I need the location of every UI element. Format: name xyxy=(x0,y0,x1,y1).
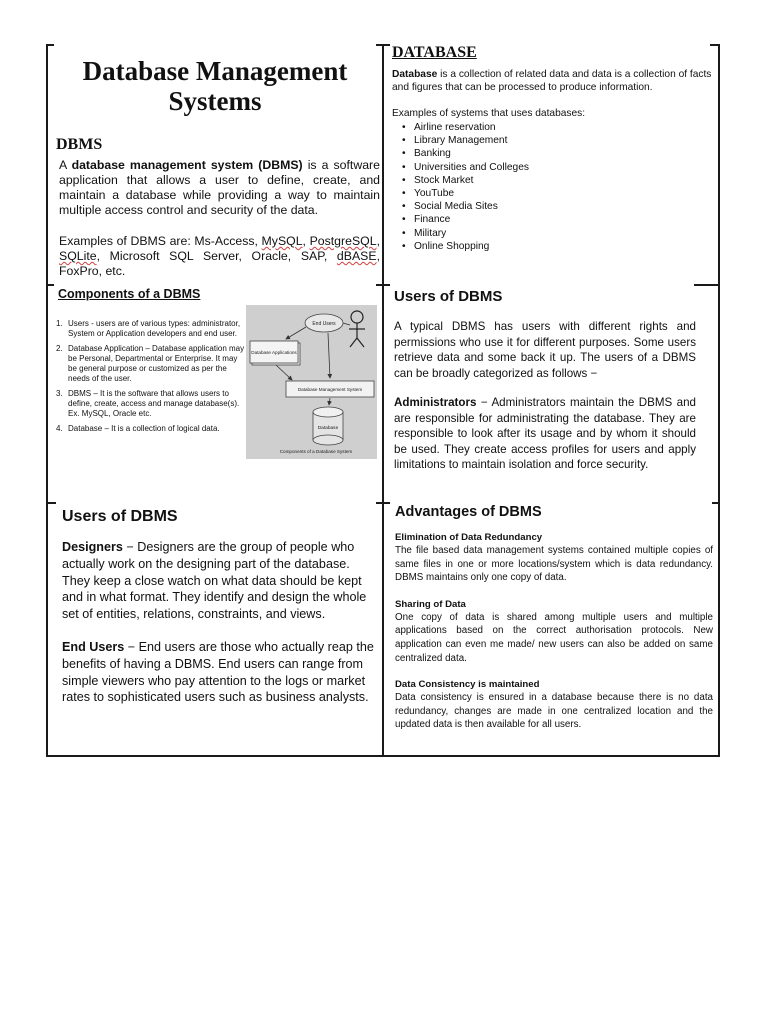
end-users-label: End Users xyxy=(312,321,336,327)
arrow-apps-to-dbms xyxy=(276,365,292,380)
frame-mid-tick-center xyxy=(376,284,390,286)
list-item xyxy=(402,187,714,200)
dbms-definition xyxy=(59,158,380,218)
list-item-number: 3. xyxy=(56,389,63,398)
components-diagram xyxy=(246,305,377,459)
list-item-number: 4. xyxy=(56,424,63,433)
list-item-text: Banking xyxy=(414,148,451,160)
frame-mid-tick-right xyxy=(694,284,719,286)
list-item-number: 2. xyxy=(56,344,63,353)
end-users-text: − End users are those who actually reap the benefits of having a DBMS. End users can range from simple viewers who pay attention to the logs or market rates to sophisticated users such as business analysts. xyxy=(62,639,374,705)
bullet-icon: • xyxy=(402,122,406,133)
database-definition xyxy=(392,68,714,94)
designers-paragraph xyxy=(62,539,374,623)
frame-left-border xyxy=(46,44,48,756)
frame-left-tick-top xyxy=(46,44,54,46)
list-item xyxy=(402,227,714,240)
bullet-icon: • xyxy=(402,174,406,186)
dbms-examples-end: , FoxPro, etc. xyxy=(59,249,380,278)
list-item-text: Social Media Sites xyxy=(414,201,498,213)
list-item xyxy=(402,134,714,147)
list-item xyxy=(402,147,714,160)
db-applications-label: Database Applications xyxy=(251,350,297,355)
bullet-icon: • xyxy=(402,201,406,213)
administrators-paragraph xyxy=(394,395,696,473)
users-of-dbms-panel-2 xyxy=(62,508,374,744)
administrators-term: Administrators xyxy=(394,396,477,409)
arrow-dbms-to-db xyxy=(329,398,330,405)
frame-center-tick-top xyxy=(376,44,390,46)
list-item-text: Finance xyxy=(414,214,451,226)
bullet-icon: • xyxy=(402,227,406,239)
list-item-text: DBMS – It is the software that allows users to define, create, access and manage database(s). Ex. MySQL, Oracle etc. xyxy=(68,389,240,418)
dbms-definition-prefix: A xyxy=(59,158,72,172)
dbms-examples xyxy=(59,234,380,279)
designers-text: − Designers are the group of people who actually work on the designing part of the database. They keep a close watch on what data should be kept and in what format. They identify and design the whole set of entities, relations, constraints, and views. xyxy=(62,540,367,622)
dbms-definition-text: is a software application that allows a user to define, create, and maintain a database while providing a way to maintain multiple access control and security of the data. xyxy=(59,158,380,217)
frame-mid-tick-left xyxy=(46,284,54,286)
frame-low-tick-center xyxy=(376,502,390,504)
dbms-heading: DBMS xyxy=(56,136,103,153)
list-item-number: 1. xyxy=(56,319,63,328)
dbms-label: Database Management System xyxy=(297,387,363,392)
arrow-users-to-dbms xyxy=(328,333,330,378)
database-heading: DATABASE xyxy=(392,44,477,61)
bullet-icon: • xyxy=(402,240,406,252)
list-item-text: Online Shopping xyxy=(414,240,490,252)
users-intro: A typical DBMS has users with different rights and permissions who use it for different purposes. Some users retrieve data and some back it up. The users of a DBMS can be broadly categorized as follows − xyxy=(394,320,696,380)
list-item xyxy=(402,213,714,226)
list-item-text: Airline reservation xyxy=(414,122,496,133)
arrow-figure-to-users xyxy=(343,323,350,325)
database-definition-text: is a collection of related data and data is a collection of facts and figures that can be processed to produce information. xyxy=(392,69,712,93)
designers-term: Designers xyxy=(62,540,123,554)
example-sqlite: SQLite xyxy=(59,249,97,263)
users-heading-1: Users of DBMS xyxy=(394,288,503,305)
example-dbase: dBASE xyxy=(336,249,377,263)
sharing-subheading: Sharing of Data xyxy=(395,598,466,610)
examples-separator-1: , xyxy=(302,234,310,248)
users-of-dbms-panel-1 xyxy=(394,288,696,488)
components-list xyxy=(56,319,246,439)
diagram-caption: Components of a Database System xyxy=(279,449,353,454)
list-item-text: Universities and Colleges xyxy=(414,161,529,173)
database-definition-term: Database xyxy=(392,69,438,80)
database-panel xyxy=(392,44,714,282)
list-item xyxy=(56,319,246,339)
list-item xyxy=(402,240,714,253)
database-examples-lead: Examples of systems that uses databases: xyxy=(392,108,586,119)
dbms-intro-panel xyxy=(50,48,380,284)
list-item-text: Database – It is a collection of logical data. xyxy=(68,424,220,433)
end-users-term: End Users xyxy=(62,639,125,654)
bullet-icon: • xyxy=(402,161,406,173)
database-examples-list xyxy=(402,121,714,253)
end-users-paragraph xyxy=(62,639,374,706)
list-item xyxy=(402,174,714,187)
list-item-text: Stock Market xyxy=(414,174,474,186)
advantages-panel xyxy=(395,504,713,744)
bullet-icon: • xyxy=(402,135,406,147)
frame-right-border xyxy=(718,44,720,756)
users-heading-2: Users of DBMS xyxy=(62,508,178,525)
user-figure-icon xyxy=(349,311,365,347)
consistency-text: Data consistency is ensured in a database because there is no data redundancy, changes are made in one centralized location and the updated data is then available for all users. xyxy=(395,692,713,731)
bullet-icon: • xyxy=(402,214,406,226)
example-postgresql: PostgreSQL xyxy=(309,234,377,248)
components-panel xyxy=(52,287,379,462)
list-item xyxy=(402,121,714,134)
page-title-line1: Database Management xyxy=(82,56,348,86)
bullet-icon: • xyxy=(402,148,406,160)
list-item-text: YouTube xyxy=(414,188,455,200)
dbms-examples-prefix: Examples of DBMS are: Ms-Access, xyxy=(59,234,262,248)
page-title xyxy=(50,56,380,116)
example-mysql: MySQL xyxy=(261,234,303,248)
list-item xyxy=(402,161,714,174)
list-item-text: Library Management xyxy=(414,135,508,147)
consistency-subheading: Data Consistency is maintained xyxy=(395,679,540,691)
list-item xyxy=(56,389,246,419)
frame-low-tick-left xyxy=(46,502,56,504)
list-item xyxy=(402,200,714,213)
database-label: Database xyxy=(317,426,339,431)
frame-center-divider xyxy=(382,44,384,756)
list-item xyxy=(56,424,246,434)
frame-low-tick-right xyxy=(712,502,719,504)
list-item-text: Database Application – Database application may be Personal, Departmental or Enterprise. It may be general purpose or customized as per the needs of the user. xyxy=(68,344,245,383)
list-item-text: Users - users are of various types: administrator, System or Application developers and end user. xyxy=(68,319,241,338)
components-heading: Components of a DBMS xyxy=(58,287,201,301)
list-item xyxy=(56,344,246,384)
page-title-line2: Systems xyxy=(168,86,262,116)
redundancy-subheading: Elimination of Data Redundancy xyxy=(395,532,543,543)
dbms-definition-term: database management system (DBMS) xyxy=(71,158,303,172)
list-item-text: Military xyxy=(414,227,447,239)
advantages-heading: Advantages of DBMS xyxy=(395,504,542,520)
frame-bottom-border xyxy=(46,755,720,757)
examples-separator-2: , xyxy=(376,234,380,248)
bullet-icon: • xyxy=(402,188,406,200)
administrators-text: − Administrators maintain the DBMS and are responsible for administrating the database. They are responsible to look after its usage and by whom it should be used. They create access profiles for users and apply limitations to maintain isolation and force security. xyxy=(394,396,696,471)
components-diagram-svg xyxy=(246,305,377,459)
sharing-text: One copy of data is shared among multiple users and multiple applications based on the correct authorisation protocols. New application can even me made/ new users can also be added on same centralized data. xyxy=(395,611,713,664)
redundancy-text: The file based data management systems contained multiple copies of same files in one or more locations/system which is data redundancy. DBMS maintains only one copy of data. xyxy=(395,545,713,584)
dbms-examples-middle: , Microsoft SQL Server, Oracle, SAP, xyxy=(96,249,337,263)
arrow-users-to-apps xyxy=(286,327,306,339)
